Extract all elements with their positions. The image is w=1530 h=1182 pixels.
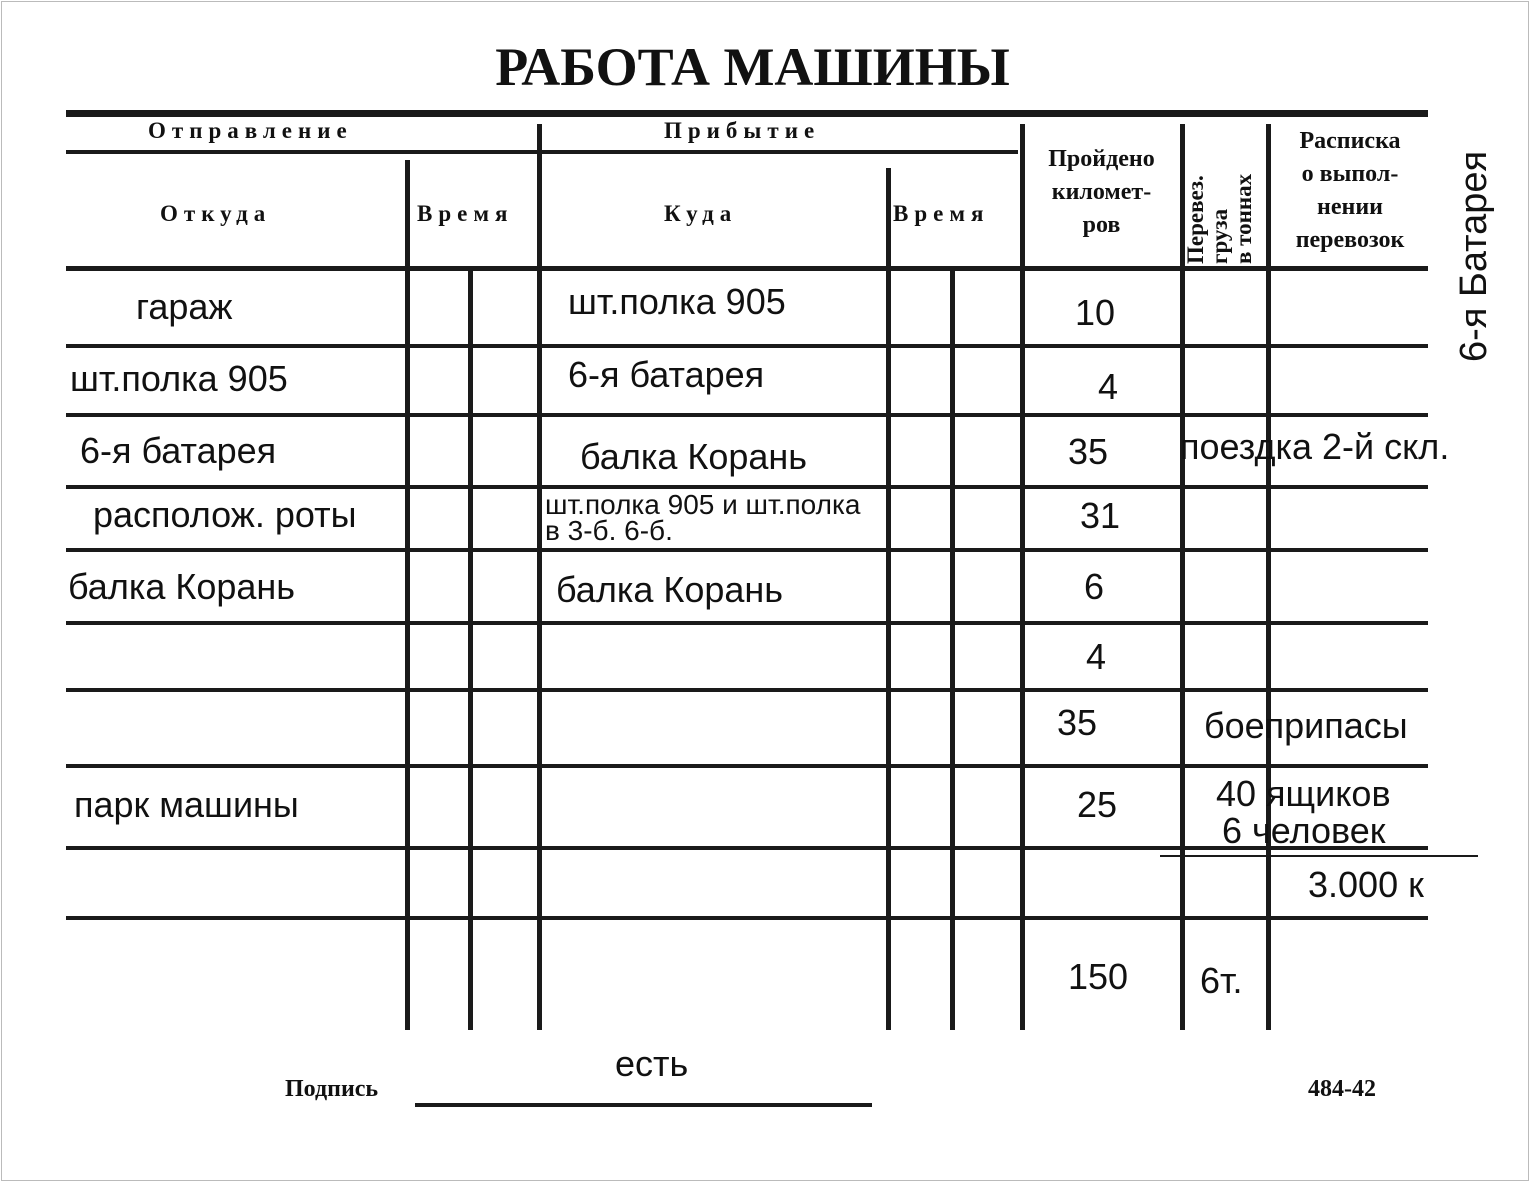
row-from: 6-я батарея: [80, 430, 277, 471]
vertical-rule: [886, 168, 891, 1030]
total-cargo: 6т.: [1200, 960, 1243, 1001]
row-km: 31: [1080, 495, 1121, 536]
row-km: 10: [1075, 292, 1116, 333]
horizontal-rule: [66, 266, 1428, 271]
row-km: 4: [1086, 636, 1107, 677]
header-departure: Отправление: [148, 118, 353, 143]
vertical-rule: [405, 160, 410, 1030]
row-to: 6-я батарея: [568, 354, 765, 395]
row-km: 35: [1068, 431, 1109, 472]
header-km-line: километ-: [1051, 179, 1152, 205]
horizontal-rule: [66, 764, 1428, 768]
header-cargo: [1184, 139, 1256, 264]
signature-label: Подпись: [285, 1076, 379, 1102]
vertical-rule: [1020, 124, 1025, 1030]
header-arrival-time: Время: [893, 201, 990, 226]
horizontal-rule: [66, 688, 1428, 692]
horizontal-rule: [1160, 855, 1478, 857]
row-km: 25: [1077, 784, 1118, 825]
row-note: 3.000 к: [1308, 864, 1424, 905]
row-note: [1216, 775, 1391, 849]
header-km-line: Пройдено: [1048, 146, 1155, 172]
page-title: РАБОТА МАШИНЫ: [495, 37, 1010, 97]
header-receipt-line: перевозок: [1295, 227, 1405, 253]
row-to-line: в 3-б. 6-б.: [545, 515, 673, 546]
row-note-line: 6 человек: [1222, 810, 1386, 851]
row-to: [545, 489, 861, 546]
horizontal-rule: [66, 548, 1428, 552]
vertical-rule: [950, 270, 955, 1030]
row-km: 4: [1098, 366, 1119, 407]
header-to: Куда: [664, 201, 738, 226]
row-from: гараж: [136, 286, 233, 327]
vertical-rule: [468, 270, 473, 1030]
horizontal-rule: [66, 344, 1428, 348]
header-departure-time: Время: [417, 201, 514, 226]
row-km: 35: [1057, 702, 1098, 743]
header-km-line: ров: [1082, 212, 1121, 238]
horizontal-rule: [66, 621, 1428, 625]
header-km: [1024, 143, 1179, 242]
header-from: Откуда: [160, 201, 272, 226]
row-note: поездка 2-й скл.: [1180, 426, 1450, 467]
row-from: балка Корань: [68, 566, 296, 607]
row-from: шт.полка 905: [70, 358, 288, 399]
form-number: 484-42: [1308, 1076, 1376, 1102]
header-receipt-line: нении: [1317, 194, 1383, 220]
row-note: боеприпасы: [1204, 705, 1408, 746]
vertical-rule: [537, 124, 542, 1030]
horizontal-rule: [66, 110, 1428, 117]
header-cargo-line: груза: [1207, 208, 1232, 264]
header-cargo-line: в тоннах: [1231, 173, 1256, 264]
header-arrival: Прибытие: [664, 118, 821, 143]
horizontal-rule: [66, 916, 1428, 920]
signature-line: [415, 1103, 872, 1107]
row-to-line: шт.полка 905 и шт.полка: [545, 489, 861, 520]
row-from: парк машины: [74, 784, 299, 825]
row-to: шт.полка 905: [568, 281, 786, 322]
header-receipt: [1270, 125, 1430, 257]
row-to: балка Корань: [556, 569, 784, 610]
header-cargo-line: Перевез.: [1183, 175, 1208, 264]
row-from: располож. роты: [93, 494, 357, 535]
horizontal-rule: [66, 150, 1018, 154]
row-km: 6: [1084, 566, 1105, 607]
header-receipt-line: Расписка: [1299, 128, 1401, 154]
vertical-rule: [1266, 124, 1271, 1030]
total-km: 150: [1068, 956, 1129, 997]
row-note-line: 40 ящиков: [1216, 773, 1391, 814]
horizontal-rule: [66, 413, 1428, 417]
signature-value[interactable]: есть: [615, 1043, 689, 1084]
row-to: балка Корань: [580, 436, 808, 477]
header-receipt-line: о выпол-: [1301, 161, 1399, 187]
side-note: 6-я Батарея: [1453, 150, 1495, 362]
